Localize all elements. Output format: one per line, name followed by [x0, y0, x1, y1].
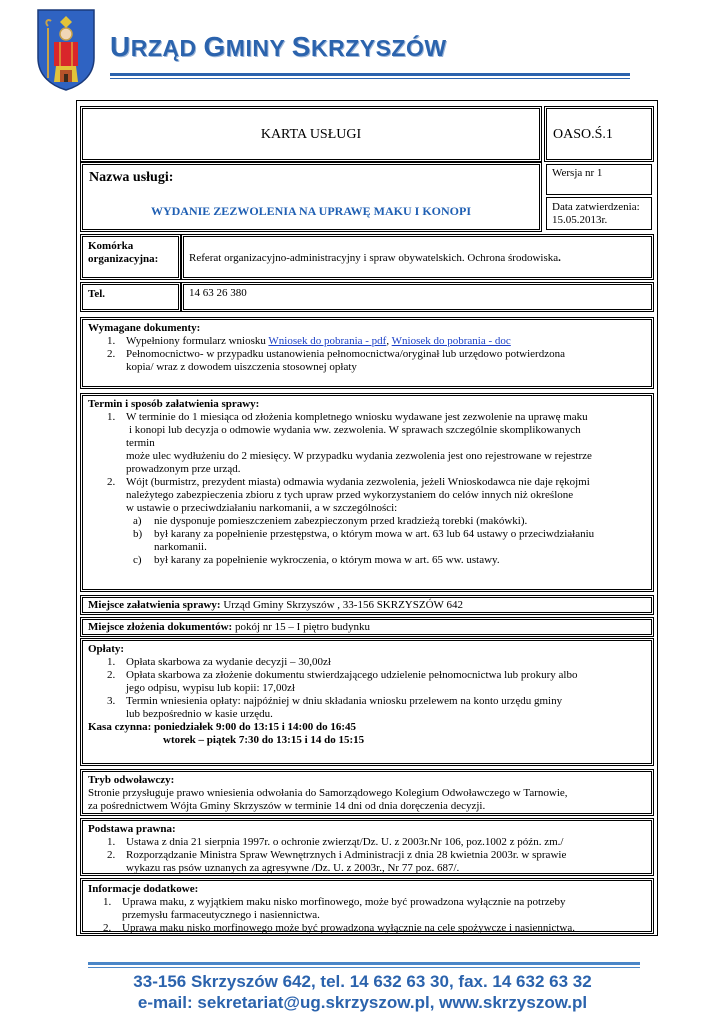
documents-item-number: 2. [107, 348, 116, 360]
info-item-cont: przemysłu farmaceutycznego i nasiennictwa. [122, 909, 320, 921]
place-text: Miejsce załatwienia sprawy: Urząd Gminy Skrzyszów , 33-156 SKRZYSZÓW 642 [88, 599, 463, 611]
fee-item-cont: lub bezpośrednio w kasie urzędu. [126, 708, 273, 720]
appeal-text: Stronie przysługuje prawo wniesienia odwołania do Samorządowego Kolegium Odwoławczego w Tarnowie, [88, 787, 568, 799]
cashier-hours: Kasa czynna: poniedziałek 9:00 do 13:15 i 14:00 do 16:45 [88, 721, 356, 733]
legal-item-cont: wykazu ras psów uznanych za agresywne /Dz. U. z 2003r., Nr 77 poz. 687/. [126, 862, 460, 874]
card-code-cell [544, 106, 654, 162]
submission-text: Miejsce złożenia dokumentów: pokój nr 15 – I piętro budynku [88, 621, 370, 633]
procedure-text: i konopi lub decyzja o odmowie wydania ww. zezwolenia. W sprawach szczególnie skomplikowanych [129, 424, 581, 436]
documents-item-number: 1. [107, 335, 116, 347]
procedure-section [80, 393, 654, 592]
fee-item: Opłata skarbowa za złożenie dokumentu stwierdzającego udzielenie pełnomocnictwa lub prokury albo [126, 669, 578, 681]
legal-item-number: 1. [107, 836, 116, 848]
info-item-number: 1. [103, 896, 112, 908]
submission-section [80, 617, 654, 637]
procedure-subitem: nie dysponuje pomieszczeniem zabezpieczonym przed kradzieżą torebki (makówki). [154, 515, 528, 527]
procedure-text: termin [126, 437, 155, 449]
version: Wersja nr 1 [552, 167, 603, 179]
procedure-text: Wójt (burmistrz, prezydent miasta) odmawia wydania zezwolenia, jeżeli Wnioskodawca nie daje rękojmi [126, 476, 590, 488]
pdf-download-link[interactable]: Wniosek do pobrania - pdf [268, 335, 387, 347]
unit-value: Referat organizacyjno-administracyjny i spraw obywatelskich. Ochrona środowiska. [189, 252, 561, 264]
footer-address: 33-156 Skrzyszów 642, tel. 14 632 63 30, fax. 14 632 63 32 [133, 972, 592, 991]
tel-value-cell [181, 282, 654, 312]
coat-of-arms-icon [34, 8, 98, 92]
approval-label: Data zatwierdzenia: [552, 201, 640, 213]
legal-item: Ustawa z dnia 21 sierpnia 1997r. o ochronie zwierząt/Dz. U. z 2003r.Nr 106, poz.1002 z późn. zm./ [126, 836, 564, 848]
footer-rule-thin [88, 967, 640, 968]
service-name-cell [80, 162, 542, 232]
info-item: Uprawa maku, z wyjątkiem maku nisko morfinowego, może być prowadzona wyłącznie na potrzeby [122, 896, 566, 908]
procedure-text: w ustawie o przeciwdziałaniu narkomanii, a w szczególności: [126, 502, 398, 514]
footer-contact: e-mail: sekretariat@ug.skrzyszow.pl, www.skrzyszow.pl [137, 993, 588, 1012]
info-item: Uprawa maku nisko morfinowego może być prowadzona wyłącznie na cele spożywcze i nasiennictwa. [122, 922, 575, 934]
card-title-cell [80, 106, 542, 162]
appeal-text: za pośrednictwem Wójta Gminy Skrzyszów w terminie 14 dni od dnia doręczenia decyzji. [88, 800, 486, 812]
footer-rule [88, 962, 640, 965]
procedure-item-number: 1. [107, 411, 116, 423]
legal-section [80, 818, 654, 876]
procedure-text: należytego zabezpieczenia zbioru z tych upraw przed wykorzystaniem do celów innych niż określone [126, 489, 574, 501]
fee-item: Opłata skarbowa za wydanie decyzji – 30,00zł [126, 656, 331, 668]
procedure-subitem: był karany za popełnienie wykroczenia, o którym mowa w art. 65 ww. ustawy. [154, 554, 500, 566]
documents-section [80, 317, 654, 389]
fee-item: Termin wniesienia opłaty: najpóźniej w dniu składania wniosku przelewem na konto urzędu gminy [126, 695, 563, 707]
tel-label-cell [80, 282, 181, 312]
fee-item-number: 1. [107, 656, 116, 668]
procedure-subitem-letter: b) [133, 528, 143, 540]
tel-value: 14 63 26 380 [189, 287, 247, 299]
procedure-heading: Termin i sposób załatwienia sprawy: [88, 398, 260, 410]
unit-value-cell [181, 234, 654, 280]
documents-item-cont: kopia/ wraz z dowodem uiszczenia stosownej opłaty [126, 361, 357, 373]
procedure-item-number: 2. [107, 476, 116, 488]
procedure-subitem-letter: c) [133, 554, 142, 566]
procedure-subitem: był karany za popełnienie przestępstwa, o którym mowa w art. 63 lub 64 ustawy o przeciwdziałaniu [154, 528, 595, 540]
fees-section [80, 638, 654, 766]
approval-cell [546, 197, 652, 230]
service-name: WYDANIE ZEZWOLENIA NA UPRAWĘ MAKU I KONOPI [150, 204, 472, 218]
info-item-number: 2. [103, 922, 112, 934]
card-title: KARTA USŁUGI [260, 127, 362, 142]
card-code: OASO.Ś.1 [553, 127, 613, 142]
service-label: Nazwa usługi: [89, 170, 174, 185]
fee-item-cont: jego odpisu, wypisu lub kopii: 17,00zł [126, 682, 295, 694]
procedure-text: prowadzonym prze urząd. [126, 463, 241, 475]
appeal-heading: Tryb odwoławczy: [88, 774, 175, 786]
legal-heading: Podstawa prawna: [88, 823, 176, 835]
unit-label-2: organizacyjna: [88, 253, 159, 265]
documents-heading: Wymagane dokumenty: [88, 322, 201, 334]
procedure-subitem-cont: narkomanii. [154, 541, 207, 553]
procedure-text: może ulec wydłużeniu do 2 miesięcy. W przypadku wydania zezwolenia jest ono rejestrowane w rejestrze [126, 450, 592, 462]
tel-label: Tel. [88, 288, 106, 300]
appeal-section [80, 769, 654, 816]
fees-heading: Opłaty: [88, 643, 125, 655]
legal-item-number: 2. [107, 849, 116, 861]
header-rule-thin [110, 78, 630, 79]
unit-label: Komórka [88, 240, 134, 252]
procedure-subitem-letter: a) [133, 515, 142, 527]
info-heading: Informacje dodatkowe: [88, 883, 199, 895]
place-section [80, 595, 654, 615]
letterhead [0, 0, 725, 100]
unit-label-cell [80, 234, 181, 280]
procedure-text: W terminie do 1 miesiąca od złożenia kompletnego wniosku wydawane jest zezwolenie na uprawę maku [126, 411, 588, 423]
doc-download-link[interactable]: Wniosek do pobrania - doc [391, 335, 511, 347]
approval-date: 15.05.2013r. [552, 214, 608, 226]
office-name: URZĄD GMINY SKRZYSZÓW [110, 31, 447, 62]
version-cell [546, 164, 652, 195]
documents-item: Wypełniony formularz wniosku Wniosek do pobrania - pdf, Wniosek do pobrania - doc [126, 335, 511, 347]
header-rule [110, 73, 630, 76]
fee-item-number: 3. [107, 695, 116, 707]
cashier-hours-cont: wtorek – piątek 7:30 do 13:15 i 14 do 15:15 [163, 734, 365, 746]
documents-item: Pełnomocnictwo- w przypadku ustanowienia pełnomocnictwa/oryginał lub urzędowo potwierdzona [126, 348, 565, 360]
fee-item-number: 2. [107, 669, 116, 681]
info-section [80, 878, 654, 934]
legal-item: Rozporządzanie Ministra Spraw Wewnętrznych i Administracji z dnia 28 kwietnia 2003r. w sprawie [126, 849, 567, 861]
